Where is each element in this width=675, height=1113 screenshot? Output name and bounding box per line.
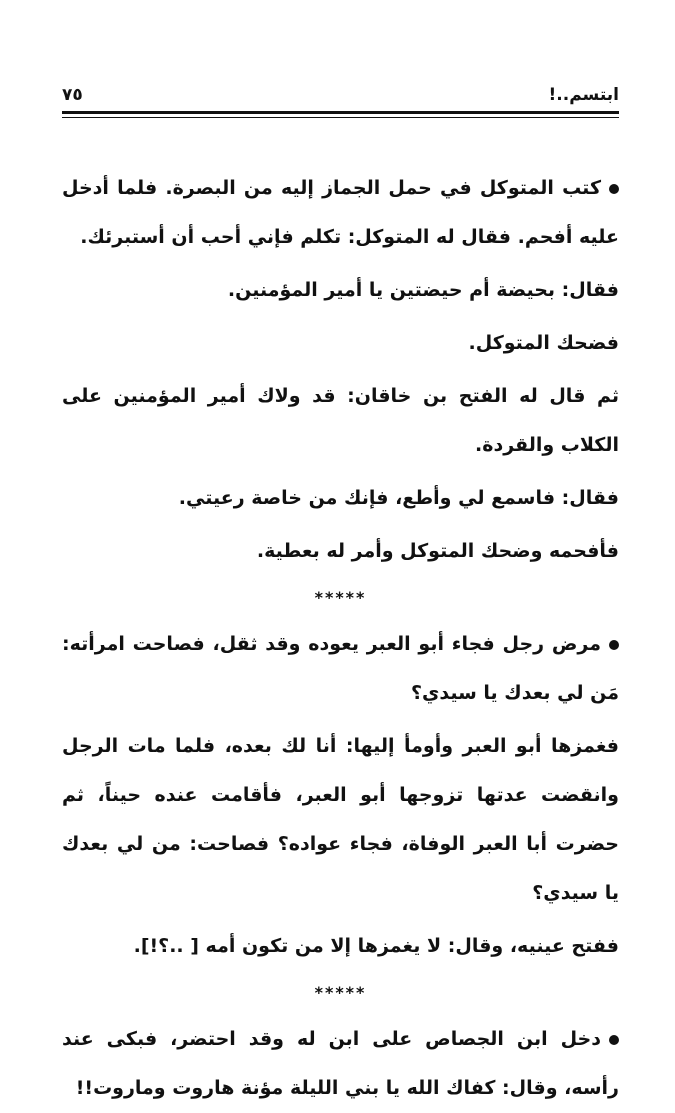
paragraph: ففتح عينيه، وقال: لا يغمزها إلا من تكون أمه [ ..؟!]. — [133, 935, 619, 957]
paragraph: فأفحمه وضحك المتوكل وأمر له بعطية. — [256, 540, 619, 562]
paragraph-text: دخل ابن الجصاص على ابن له وقد احتضر، فبكى عند رأسه، وقال: كفاك الله يا بني الليلة مؤنة هاروت وماروت!! — [62, 1028, 619, 1099]
section-separator: ***** — [314, 983, 367, 1002]
paragraph: فقال: فاسمع لي وأطع، فإنك من خاصة رعيتي. — [178, 487, 619, 509]
header-rule-thin — [62, 117, 619, 118]
page-number: ٧٥ — [62, 85, 83, 105]
header-rule-thick — [62, 111, 619, 114]
bullet-icon — [609, 640, 619, 650]
paragraph-anecdote-2 — [62, 620, 619, 718]
paragraph-anecdote-1 — [62, 164, 619, 262]
paragraph: فغمزها أبو العبر وأومأ إليها: أنا لك بعده، فلما مات الرجل وانقضت عدتها تزوجها أبو العبر، فأقامت عنده حيناً، ثم حضرت أبا العبر الوفاة، فجاء عواده؟ فصاحت: من لي بعدك يا سيدي؟ — [62, 735, 619, 904]
paragraph: فقال: بحيضة أم حيضتين يا أمير المؤمنين. — [227, 279, 619, 301]
section-separator: ***** — [314, 588, 367, 607]
page-body — [62, 164, 619, 1113]
paragraph: فضحك المتوكل. — [468, 332, 619, 354]
paragraph-text: مرض رجل فجاء أبو العبر يعوده وقد ثقل، فصاحت امرأته: مَن لي بعدك يا سيدي؟ — [62, 633, 619, 704]
bullet-icon — [609, 184, 619, 194]
page-header — [62, 84, 619, 110]
running-title: ابتسم..! — [548, 85, 619, 105]
bullet-icon — [609, 1035, 619, 1045]
paragraph-anecdote-3 — [62, 1015, 619, 1113]
paragraph-text: كتب المتوكل في حمل الجماز إليه من البصرة. فلما أدخل عليه أفحم. فقال له المتوكل: تكلم فإني أحب أن أستبرئك. — [62, 177, 619, 248]
paragraph: ثم قال له الفتح بن خاقان: قد ولاك أمير المؤمنين على الكلاب والقردة. — [62, 385, 619, 456]
